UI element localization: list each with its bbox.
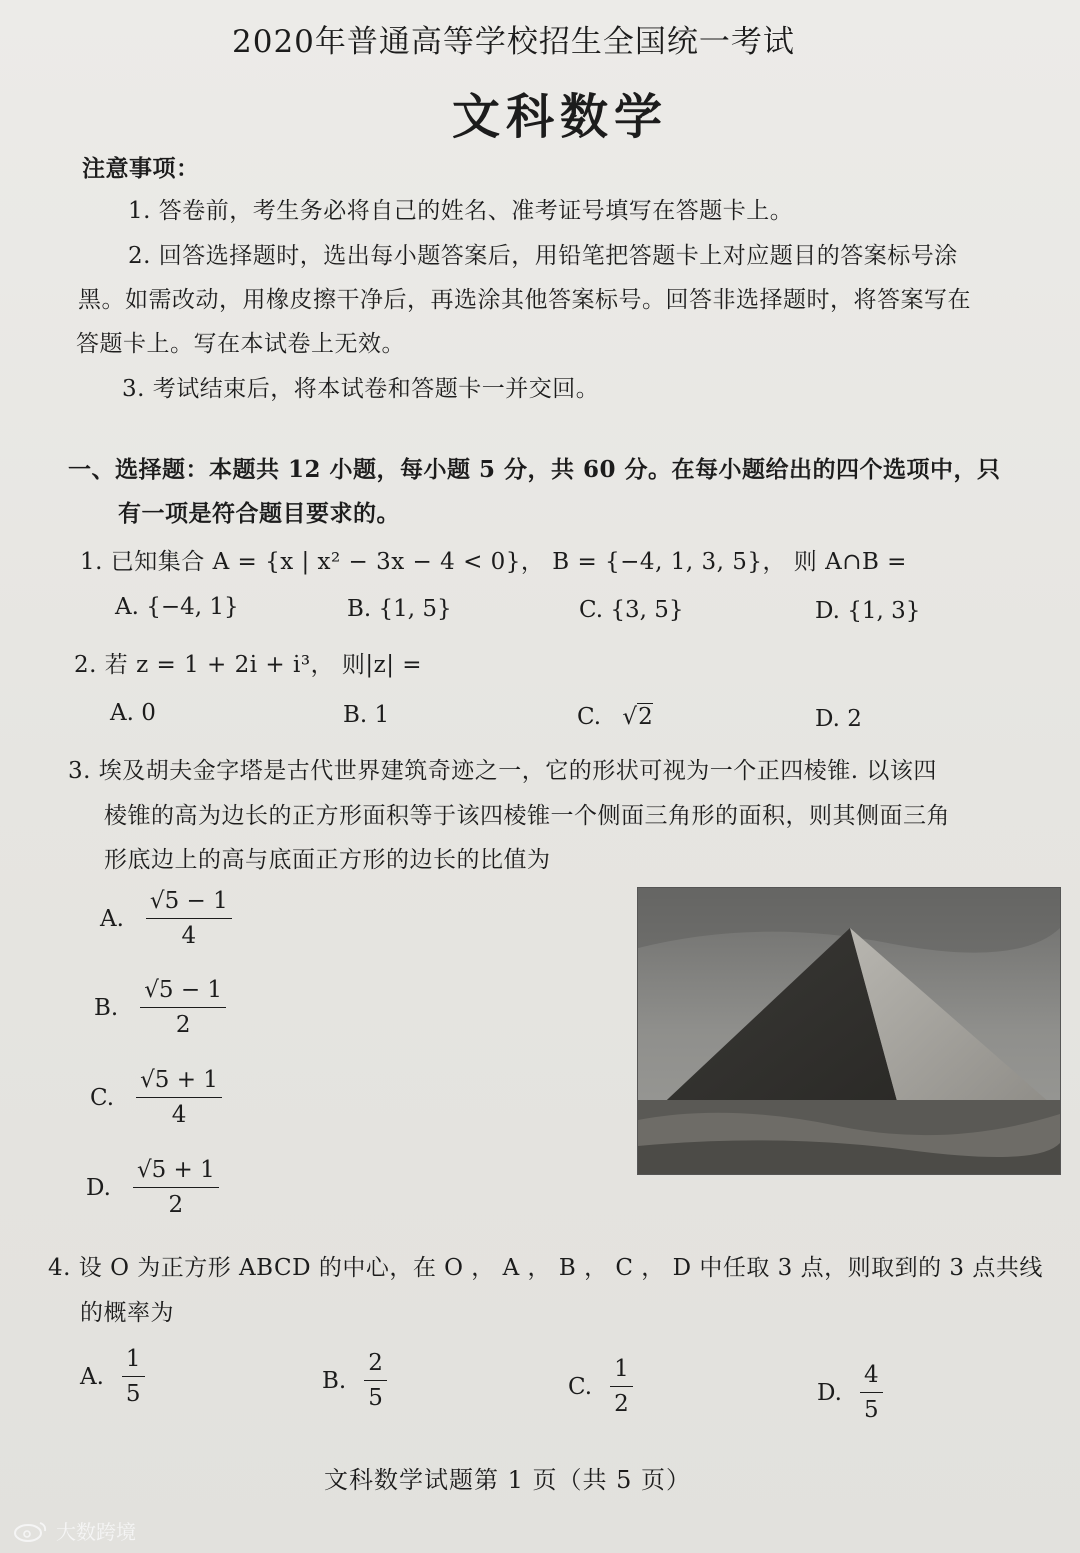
q4-option-a — [80, 1346, 145, 1408]
exam-title: 2020年普通高等学校招生全国统一考试 — [232, 24, 795, 60]
q2-stem: 2. 若 z = 1 + 2i + i³， 则|z| = — [74, 652, 423, 678]
q4-option-a-fraction — [122, 1346, 145, 1408]
q3-option-c-denominator: 4 — [171, 1101, 187, 1128]
q4-option-c — [568, 1356, 633, 1418]
sqrt-sign: √ — [622, 704, 638, 730]
q3-option-b-numerator: 5 − 1 — [158, 977, 223, 1003]
sqrt-sign: √ — [144, 977, 159, 1003]
q4-option-a-label: A. — [80, 1364, 104, 1391]
watermark-text: 大数跨境 — [56, 1520, 136, 1544]
watermark — [12, 1516, 136, 1545]
q3-option-d-denominator: 2 — [168, 1191, 184, 1218]
notice-heading: 注意事项： — [82, 155, 200, 182]
q2-option-a: A. 0 — [110, 700, 156, 726]
q4-option-b-label: B. — [322, 1368, 347, 1395]
q3-option-b — [94, 977, 226, 1039]
notice-item-2-line-3: 答题卡上。写在本试卷上无效。 — [76, 331, 405, 357]
q3-option-d-numerator: 5 + 1 — [151, 1157, 215, 1183]
q4-option-d-fraction — [860, 1362, 883, 1424]
sqrt-sign: √ — [149, 888, 165, 914]
q3-option-c-label: C. — [90, 1085, 115, 1112]
q3-option-a-fraction — [146, 888, 232, 950]
q4-option-c-fraction — [610, 1356, 633, 1418]
page-footer: 文科数学试题第 1 页（共 5 页） — [324, 1466, 692, 1494]
q2-option-b: B. 1 — [343, 702, 390, 728]
sqrt-sign: √ — [136, 1157, 152, 1183]
q2-option-c-label: C. — [577, 704, 602, 730]
q3-stem-line-2: 棱锥的高为边长的正方形面积等于该四棱锥一个侧面三角形的面积，则其侧面三角 — [104, 803, 950, 829]
q4-option-b-denominator: 5 — [368, 1384, 383, 1411]
q4-option-c-numerator: 1 — [610, 1356, 633, 1387]
notice-item-2-line-1: 2. 回答选择题时，选出每小题答案后，用铅笔把答题卡上对应题目的答案标号涂 — [128, 243, 958, 269]
sqrt-sign: √ — [140, 1067, 155, 1093]
q1-option-b: B. {1, 5} — [347, 596, 452, 622]
q2-option-c-sqrt — [622, 704, 652, 730]
q4-option-d-denominator: 5 — [863, 1396, 879, 1423]
q3-option-d — [86, 1157, 219, 1219]
q1-option-c: C. {3, 5} — [579, 597, 684, 623]
subject-title: 文科数学 — [452, 89, 669, 145]
q2-option-d: D. 2 — [815, 706, 862, 732]
q1-stem: 1. 已知集合 A = {x | x² − 3x − 4 < 0}， B = {−4, 1, 3, 5}， 则 A∩B = — [80, 549, 907, 575]
q3-option-a — [100, 888, 232, 950]
q3-stem-line-1: 3. 埃及胡夫金字塔是古代世界建筑奇迹之一，它的形状可视为一个正四棱锥. 以该四 — [68, 758, 937, 784]
pyramid-photo — [637, 887, 1061, 1175]
q4-option-a-numerator: 1 — [122, 1346, 145, 1377]
q4-option-d-label: D. — [817, 1380, 842, 1407]
q4-option-b-numerator: 2 — [364, 1350, 387, 1381]
q3-option-a-numerator: 5 − 1 — [164, 888, 228, 914]
q2-option-c — [577, 704, 653, 730]
q2-option-c-radicand: 2 — [638, 704, 653, 730]
q4-option-d — [817, 1362, 883, 1424]
weibo-logo-icon — [12, 1519, 50, 1543]
q1-option-d: D. {1, 3} — [815, 598, 921, 624]
section-heading-line-1: 一、选择题：本题共 12 小题，每小题 5 分，共 60 分。在每小题给出的四个选项中，只 — [68, 456, 1001, 483]
q3-option-a-label: A. — [100, 906, 124, 933]
notice-item-3: 3. 考试结束后，将本试卷和答题卡一并交回。 — [122, 376, 600, 402]
q3-option-b-label: B. — [94, 995, 119, 1022]
q4-option-d-numerator: 4 — [860, 1362, 883, 1393]
q3-stem-line-3: 形底边上的高与底面正方形的边长的比值为 — [104, 847, 551, 873]
q3-option-c-fraction — [136, 1067, 222, 1129]
pyramid-illustration — [638, 888, 1060, 1174]
section-heading-line-2: 有一项是符合题目要求的。 — [118, 500, 400, 527]
q4-option-b-fraction — [364, 1350, 387, 1412]
q4-stem-line-1: 4. 设 O 为正方形 ABCD 的中心，在 O ， A ， B ， C ， D 中任取 3 点，则取到的 3 点共线 — [48, 1255, 1043, 1281]
q3-option-c-numerator: 5 + 1 — [154, 1067, 218, 1093]
q4-option-a-denominator: 5 — [125, 1380, 141, 1407]
notice-item-1: 1. 答卷前，考生务必将自己的姓名、准考证号填写在答题卡上。 — [128, 198, 794, 224]
q3-option-c — [90, 1067, 222, 1129]
q4-option-b — [322, 1350, 387, 1412]
q3-option-b-fraction — [140, 977, 226, 1039]
q4-option-c-label: C. — [568, 1374, 593, 1401]
q3-option-b-denominator: 2 — [175, 1011, 191, 1038]
q1-option-a: A. {−4, 1} — [115, 594, 239, 620]
q3-option-d-fraction — [133, 1157, 219, 1219]
notice-item-2-line-2: 黑。如需改动，用橡皮擦干净后，再选涂其他答案标号。回答非选择题时，将答案写在 — [78, 287, 971, 313]
q4-option-c-denominator: 2 — [614, 1390, 629, 1417]
q4-stem-line-2: 的概率为 — [80, 1300, 174, 1326]
q3-option-a-denominator: 4 — [181, 922, 197, 949]
q3-option-d-label: D. — [86, 1175, 111, 1202]
